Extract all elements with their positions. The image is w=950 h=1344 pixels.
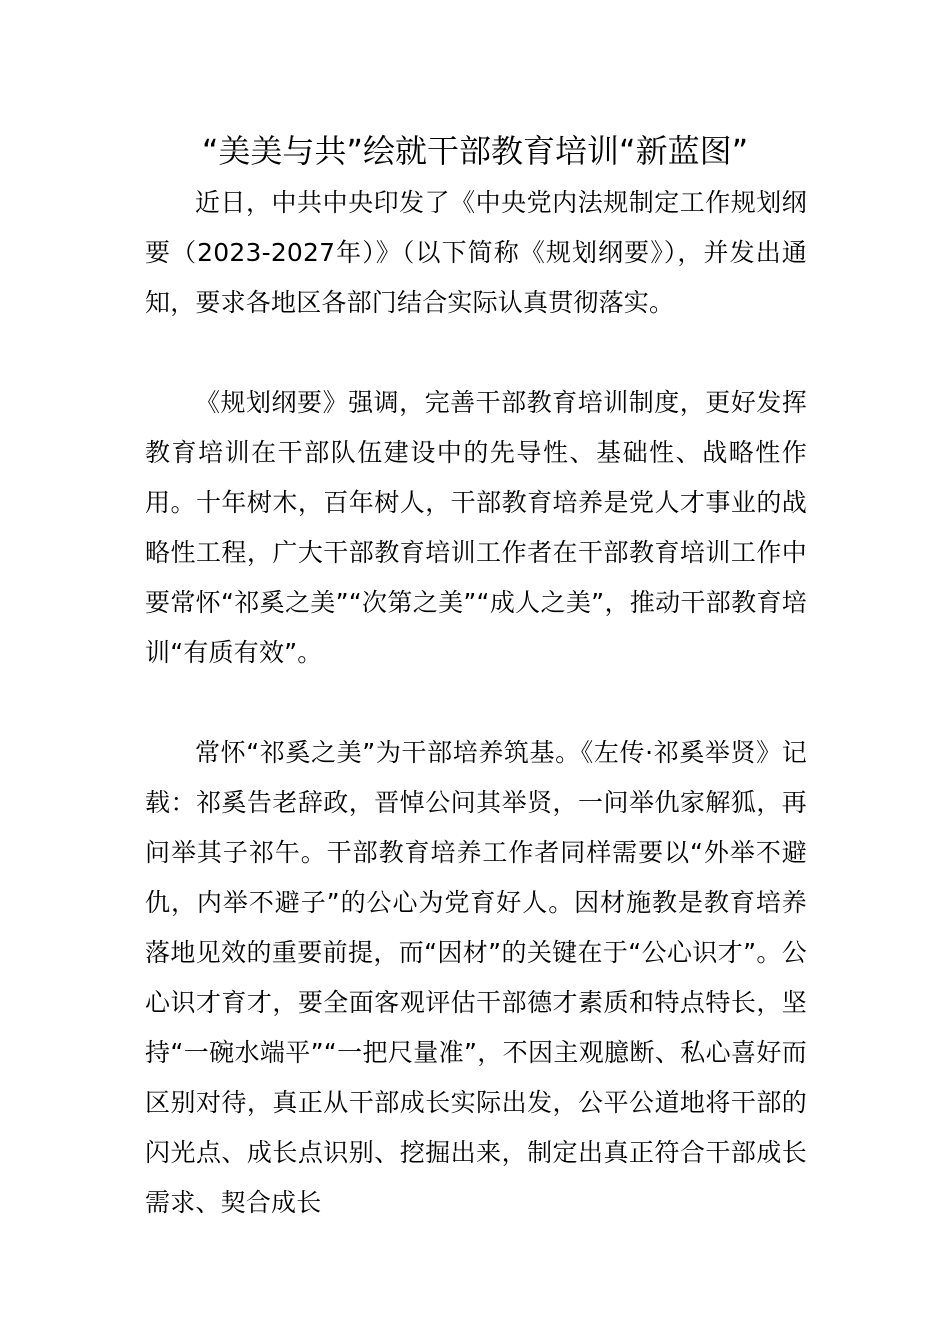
paragraph-intro: 近日，中共中央印发了《中央党内法规制定工作规划纲要（2023-2027年）》（以下简称《规划纲要》），并发出通知，要求各地区各部门结合实际认真贯彻落实。 (145, 188, 807, 317)
paragraph-qixi: 常怀“祁奚之美”为干部培养筑基。《左传·祁奚举贤》记载：祁奚告老辞政，晋悼公问其举贤，一问举仇家解狐，再问举其子祁午。干部教育培养工作者同样需要以“外举不避仇，内举不避子”的公心为党育好人。因材施教是教育培养落地见效的重要前提，而“因材”的关键在于“公心识才”。公心识才育才，要全面客观评估干部德才素质和特点特长，坚持“一碗水端平”“一把尺量准”，不因主观臆断、私心喜好而区别对待，真正从干部成长实际出发，公平公道地将干部的闪光点、成长点识别、挖掘出来，制定出真正符合干部成长需求、契合成长 (145, 738, 807, 1217)
paragraph-outline: 《规划纲要》强调，完善干部教育培训制度，更好发挥教育培训在干部队伍建设中的先导性、基础性、战略性作用。十年树木，百年树人，干部教育培养是党人才事业的战略性工程，广大干部教育培训工作者在干部教育培训工作中要常怀“祁奚之美”“次第之美”“成人之美”，推动干部教育培训“有质有效”。 (145, 388, 807, 667)
document-title: “美美与共”绘就干部教育培训“新蓝图” (201, 132, 749, 170)
